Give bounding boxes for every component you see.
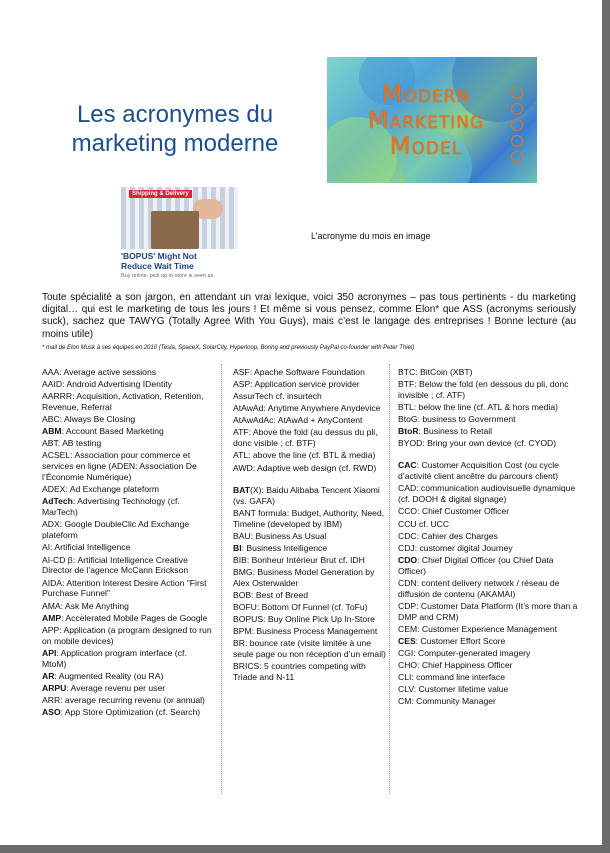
acronym-entry [42, 578, 212, 600]
acronym-entry [398, 531, 578, 542]
acronym-definition: : command line interface [411, 672, 505, 683]
acronym-definition: : Apache Software Foundation [249, 367, 365, 377]
acronym-entry [42, 414, 212, 425]
column-spacer [233, 475, 388, 485]
acronym-definition: : Chief Customer Officer [417, 506, 510, 517]
column-divider [221, 364, 223, 794]
logo-line-2: Marketing [367, 106, 485, 134]
acronym-entry [233, 661, 388, 683]
eye-icon [511, 87, 523, 99]
acronym-entry [233, 531, 388, 542]
acronym-definition: : Account Based Marketing [61, 426, 164, 437]
acronym-definition: : AB testing [57, 438, 102, 449]
acronym-entry [398, 519, 578, 530]
acronym-term: ARR [42, 694, 61, 705]
acronym-term: AMA [42, 600, 61, 611]
acronym-definition: : Buy Online Pick Up In-Store [263, 614, 375, 625]
acronym-definition: : Adaptive web design (cf. RWD) [252, 462, 377, 473]
acronym-definition: : above the line (cf. BTL & media) [248, 450, 376, 461]
acronym-term: CAD [398, 483, 417, 494]
intro-paragraph: Toute spécialité a son jargon, en attendant un vrai lexique, voici 350 acronymes – pas tous pertinents - du marketing digital… qui est le marketing de tous les jours ! Et même si vous pensez, comme Elon* que ASS (acronyms seriously suck), sachez que TAWYG (Totally Agree With You Guys), mais c’est le langage des entreprises ! Bonne lecture (au moins utile) [42, 292, 576, 340]
acronym-definition: : Bring your own device (cf. CYOD) [422, 438, 557, 449]
acronym-entry [233, 543, 388, 554]
acronym-definition: : Average active sessions [59, 367, 157, 377]
bopus-subline: Buy online, pick up in-store is seen as [121, 273, 214, 279]
acronym-definition: : Attention Interest Desire Action "First Purchase Funnel" [42, 577, 207, 599]
acronym-definition: : Bottom Of Funnel (cf. ToFu) [256, 602, 368, 613]
acronym-definition: : 5 countries competing with Triade and N-11 [233, 661, 366, 683]
acronym-term: BTL [398, 402, 414, 413]
acronym-definition: : Chief Digital Officer (ou Chief Data Officer) [398, 554, 554, 576]
acronym-entry [233, 367, 388, 378]
acronym-entry [398, 684, 578, 695]
acronym-definition: : business to Government [417, 414, 516, 425]
acronym-term: ASP [233, 379, 251, 390]
title-line-2: marketing moderne [71, 130, 279, 158]
acronym-definition: : Acquisition, Activation, Retention, Revenue, Referral [42, 391, 204, 413]
acronym-definition: : Augmented Reality (ou RA) [54, 670, 164, 681]
acronym-definition: : Customer Data Platform (It’s more than a DMP and CRM) [398, 600, 578, 622]
acronym-definition: : Anytime Anywhere Anydevice [263, 403, 381, 414]
acronym-term: CDN [398, 577, 417, 588]
acronym-term: CDO [398, 554, 418, 565]
acronym-entry [233, 450, 388, 461]
acronym-entry [42, 379, 212, 390]
acronym-term: BOFU [233, 602, 257, 613]
acronym-term: CLI [398, 672, 412, 683]
acronym-term: BAT [233, 484, 251, 495]
bopus-headline [121, 251, 238, 271]
gear-icon [511, 135, 523, 147]
acronym-definition: : Bonheur Intérieur Brut cf. IDH [246, 554, 365, 565]
acronym-term: BRICS [233, 661, 260, 672]
acronym-term: APP [42, 624, 60, 635]
acronym-term: CGI [398, 648, 414, 659]
acronym-entry [42, 601, 212, 612]
acronym-definition: : Cahier des Charges [416, 530, 498, 541]
acronym-term: AI-CD β [42, 554, 73, 565]
acronym-column-2 [233, 367, 388, 684]
acronym-term: CES [398, 635, 416, 646]
acronym-entry [42, 426, 212, 437]
acronym-term: ADX [42, 519, 60, 530]
acronym-term: ABM [42, 426, 62, 437]
acronym-entry [42, 391, 212, 413]
acronym-entry [42, 438, 212, 449]
acronym-entry [233, 590, 388, 601]
acronym-term: BANT formula [233, 507, 287, 518]
acronym-term: AMP [42, 612, 62, 623]
acronym-definition: : customer digital Journey [414, 542, 513, 553]
acronym-column-3 [398, 367, 578, 709]
acronym-entry [42, 695, 212, 706]
acronym-definition: : Business Model Generation by Alex Osterwalder [233, 566, 375, 588]
acronym-definition: : average recurring revenu (or annual) [60, 694, 205, 705]
acronym-entry [42, 683, 212, 694]
acronym-term: ARPU [42, 682, 67, 693]
acronym-term: API [42, 647, 57, 658]
acronym-term: AR [42, 670, 55, 681]
acronym-term: ADEX [42, 484, 66, 495]
acronym-entry [398, 506, 578, 517]
acronym-term: ABT [42, 438, 58, 449]
acronym-term: BTF [398, 379, 415, 390]
acronym-entry [233, 427, 388, 449]
acronym-definition: : bounce rate (visite limitée à une seule page ou non réception d’un email) [233, 638, 386, 660]
acronym-term: AtAwAd [233, 403, 264, 414]
acronym-definition: : Business to Retail [418, 426, 493, 437]
acronym-definition: : Advertising Technology (cf. MarTech) [42, 496, 180, 518]
acronym-term: AIDA [42, 577, 63, 588]
acronym-term: ABC [42, 414, 60, 425]
acronym-term: AI [42, 542, 51, 553]
acronym-entry [398, 414, 578, 425]
bopus-photo [121, 187, 238, 249]
acronym-term: CDC [398, 530, 417, 541]
acronym-entry [398, 402, 578, 413]
bopus-headline-line-2: Reduce Wait Time [121, 261, 194, 271]
acronym-definition: : Customer lifetime value [413, 684, 509, 695]
acronym-definition: AssurTech cf. insurtech [233, 391, 322, 402]
acronym-entry [233, 555, 388, 566]
acronym-definition: : Average revenu per user [66, 682, 166, 693]
acronym-definition: : Android Advertising IDentity [62, 379, 172, 390]
acronym-entry [42, 484, 212, 495]
acronym-term: CEM [398, 623, 418, 634]
acronym-definition: : Customer Effort Score [415, 635, 506, 646]
acronym-term: BOB [233, 589, 252, 600]
acronym-definition: : Business As Usual [250, 530, 327, 541]
acronym-entry [398, 367, 578, 378]
acronym-term: BtoR [398, 426, 419, 437]
acronym-entry [42, 613, 212, 624]
acronym-term: ASO [42, 707, 61, 718]
acronym-entry [233, 379, 388, 390]
acronym-entry [233, 415, 388, 426]
acronym-definition: : Artificial Intelligence Creative Director de l’agence McCann Erickson [42, 554, 189, 576]
acronym-entry [398, 696, 578, 707]
acronym-entry [398, 672, 578, 683]
acronym-term: BOPUS [233, 614, 264, 625]
acronym-term: BPM [233, 626, 252, 637]
acronym-term: AAID [42, 379, 63, 390]
acronym-definition: : Below the fold (en dessous du pli, donc invisible ; cf. ATF) [398, 379, 569, 400]
acronym-term: CCO [398, 506, 418, 517]
acronym-entry [42, 367, 212, 378]
acronym-definition: : Business Process Management [251, 626, 378, 637]
acronym-definition: : Business Intelligence [241, 542, 328, 553]
title-line-1: Les acronymes du [76, 101, 274, 129]
acronym-term: BAU [233, 530, 251, 541]
acronym-term: AARRR [42, 391, 73, 402]
acronym-entry [42, 542, 212, 553]
acronym-entry [233, 638, 388, 660]
acronym-entry [398, 624, 578, 635]
acronym-term: CCU [398, 518, 417, 529]
acronym-definition: : Application program interface (cf. MtoM) [42, 647, 187, 669]
acronym-entry [398, 601, 578, 623]
acronym-entry [233, 403, 388, 414]
acronym-term: AtAwAdAc [233, 415, 274, 426]
acronym-entry [398, 660, 578, 671]
acronym-entry [42, 625, 212, 647]
bopus-article-image [121, 187, 238, 285]
acronym-term: AWD [233, 462, 253, 473]
acronym-entry [42, 519, 212, 541]
acronym-definition: : Google DoubleClic Ad Exchange plateform [42, 519, 190, 541]
logo-text [351, 81, 501, 159]
acronym-definition: : Application service provider [250, 379, 360, 390]
acronym-term: ACSEL [42, 450, 71, 461]
acronym-term: BIB [233, 554, 247, 565]
acronym-entry [42, 496, 212, 518]
acronym-column-1 [42, 367, 212, 719]
acronym-definition: : AtAwAd + AnyContent [273, 415, 363, 426]
acronym-entry [398, 483, 578, 505]
acronym-definition: cf. UCC [416, 518, 450, 529]
acronym-definition: : Community Manager [411, 696, 496, 707]
acronym-entry [233, 391, 388, 402]
acronym-definition: : Budget, Authority, Need, Timeline (developed by IBM) [233, 507, 385, 529]
column-spacer [398, 450, 578, 460]
acronym-definition: : Association pour commerce et services en ligne (ADEN: Association De l’Économie Numérique) [42, 450, 197, 483]
acronym-definition: : Ad Exchange plateform [65, 484, 160, 495]
acronym-term: ASF [233, 367, 250, 377]
acronym-entry [233, 614, 388, 625]
acronym-entry [398, 555, 578, 577]
acronym-definition: : Artificial Intelligence [50, 542, 131, 553]
acronym-term: BYOD [398, 438, 423, 449]
acronym-definition: (X): Baidu Alibaba Tencent Xiaomi (vs. GAFA) [233, 484, 380, 506]
acronym-entry [233, 567, 388, 589]
acronym-term: BR [233, 638, 245, 649]
acronym-term: CLV [398, 684, 414, 695]
acronym-definition: : Always Be Closing [59, 414, 136, 425]
acronym-entry [42, 648, 212, 670]
acronym-entry [233, 485, 388, 507]
acronym-entry [398, 636, 578, 647]
acronym-definition: : Best of Breed [251, 589, 309, 600]
acronym-entry [42, 450, 212, 483]
column-divider [389, 364, 391, 794]
acronym-definition: : communication audiovisuelle dynamique (cf. DOOH & digital signage) [398, 483, 576, 505]
acronym-term: AAA [42, 367, 60, 377]
acronym-entry [42, 671, 212, 682]
acronym-term: BMG [233, 566, 253, 577]
bopus-headline-line-1: 'BOPUS' Might Not [121, 251, 197, 261]
acronym-definition: : Above the fold (au dessus du pli, donc visible ; cf. BTF) [233, 427, 378, 449]
acronym-definition: : below the line (cf. ATL & hors media) [413, 402, 559, 413]
acronym-term: ATL [233, 450, 249, 461]
acronym-entry [233, 626, 388, 637]
acronym-term: BTC [398, 367, 416, 377]
acronym-entry [398, 438, 578, 449]
acronym-entry [398, 578, 578, 600]
logo-line-1: Modern [381, 80, 471, 108]
acronym-definition: : Customer Acquisition Cost (ou cycle d’activité client ancêtre du parcours client) [398, 460, 559, 482]
acronym-term: CDP [398, 600, 417, 611]
logo-icon-strip [511, 87, 525, 163]
map-pin-icon [511, 151, 523, 163]
acronym-definition: : content delivery network / réseau de diffusion de contenu (AKAMAI) [398, 577, 560, 599]
acronym-definition: : Customer Experience Management [417, 623, 558, 634]
shopping-bag-icon [151, 211, 199, 249]
acronym-definition: : Computer-generated imagery [413, 648, 531, 659]
acronym-definition: : Chief Happiness Officer [417, 660, 513, 671]
acronym-term: CAC [398, 460, 417, 471]
acronym-term: ATF [233, 427, 249, 438]
acronym-term: CDJ [398, 542, 415, 553]
footnote: * mail de Elon Musk à ses équipes en 2010 (Tesla, SpaceX, SolarCity, Hyperloop, Boring and previously PayPal co-founder with Peter Thiel) [42, 345, 415, 351]
play-icon [511, 119, 523, 131]
acronym-entry [233, 508, 388, 530]
acronym-entry [233, 602, 388, 613]
acronym-term: BtoG [398, 414, 418, 425]
acronym-entry [398, 648, 578, 659]
acronym-entry [398, 460, 578, 482]
acronym-entry [42, 555, 212, 577]
acronym-definition: : App Store Optimization (cf. Search) [60, 707, 201, 718]
acronym-term: CHO [398, 660, 418, 671]
acronym-entry [398, 543, 578, 554]
acronym-definition: : Accelerated Mobile Pages de Google [61, 612, 208, 623]
image-caption: L’acronyme du mois en image [311, 231, 431, 241]
acronym-entry [398, 426, 578, 437]
acronym-entry [42, 707, 212, 718]
acronym-term: BI [233, 542, 242, 553]
acronym-term: CM [398, 696, 412, 707]
document-icon [511, 103, 523, 115]
acronym-definition: : BitCoin (XBT) [415, 367, 473, 377]
acronym-entry [398, 379, 578, 401]
bopus-tag: Shipping & Delivery [129, 190, 192, 198]
acronym-term: AdTech [42, 496, 73, 507]
acronym-definition: : Application (a program designed to run on mobile devices) [42, 624, 212, 646]
acronym-entry [233, 463, 388, 474]
modern-marketing-model-image [327, 57, 537, 183]
acronym-definition: : Ask Me Anything [60, 600, 129, 611]
logo-line-3: Model [389, 132, 463, 160]
page-title [40, 100, 310, 158]
